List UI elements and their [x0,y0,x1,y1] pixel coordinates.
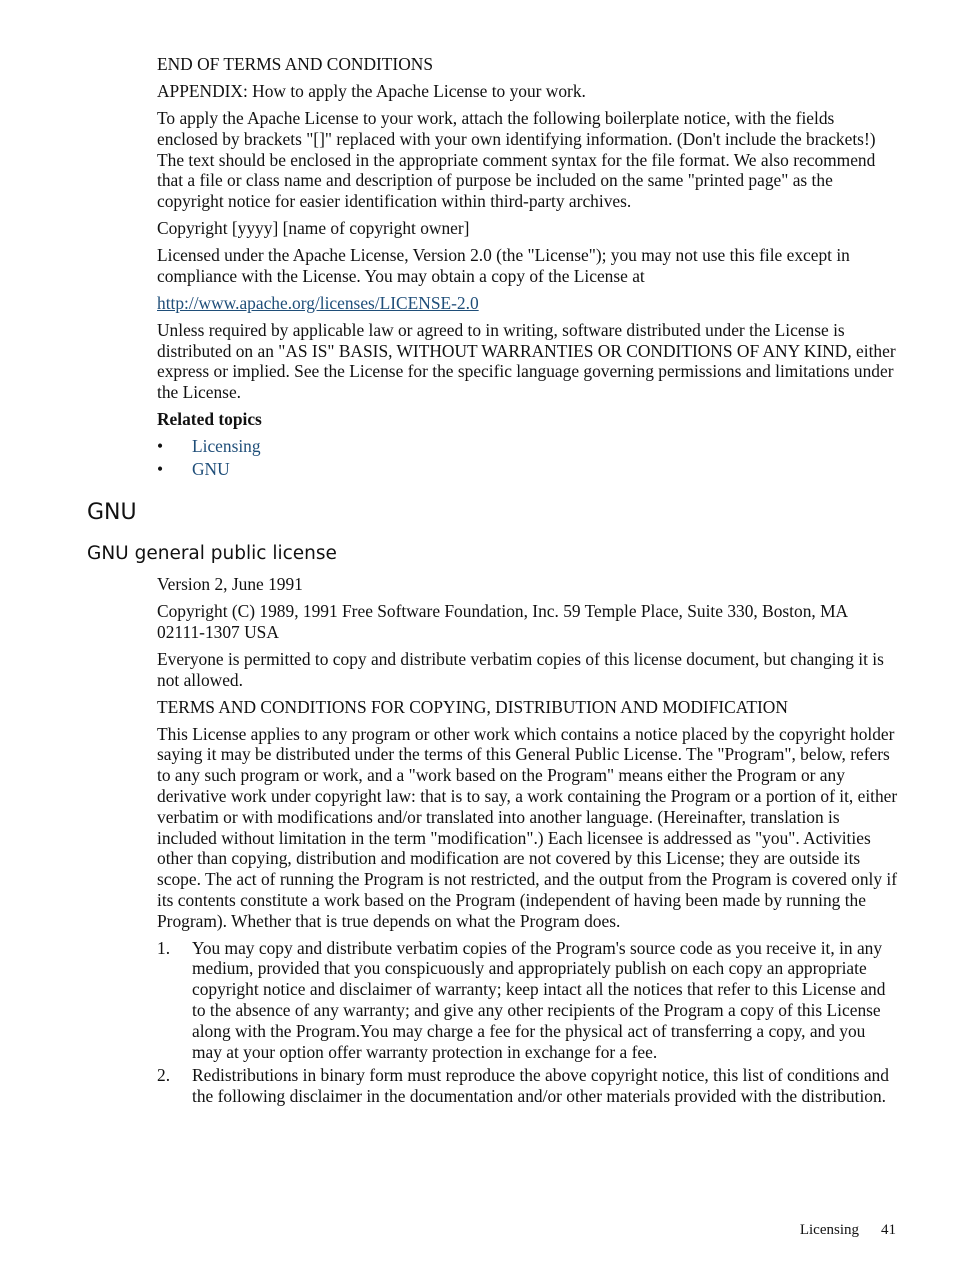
related-topics-list [157,436,899,480]
list-item-text: Redistributions in binary form must reproduce the above copyright notice, this list of conditions and the following disclaimer in the documentation and/or other materials provided with the distribution. [192,1065,889,1107]
copyright-template-line: Copyright [yyyy] [name of copyright owner] [157,218,470,239]
gnu-gpl-section [157,574,899,1110]
appendix-line: APPENDIX: How to apply the Apache License to your work. [157,80,586,101]
apply-paragraph: To apply the Apache License to your work, attach the following boilerplate notice, with the fields enclosed by brackets "[]" replaced with your own identifying information. (Don't include the brackets!) The text should be enclosed in the appropriate comment syntax for the file format. We also recommend that a file or class name and description of purpose be included on the same "printed page" as the copyright notice for easier identification within third-party archives. [157,107,876,212]
page-footer [800,1222,896,1239]
apache-appendix-section [157,54,899,482]
gpl-version-line: Version 2, June 1991 [157,574,303,594]
license-url-line [157,293,899,314]
list-number: 2. [157,1065,171,1086]
related-link-gnu[interactable]: GNU [192,459,230,480]
list-number: 1. [157,937,171,958]
page-number: 41 [881,1222,896,1238]
gpl-everyone-paragraph: Everyone is permitted to copy and distribute verbatim copies of this license document, but changing it is not allowed. [157,648,884,690]
bullet-glyph: • [157,459,164,480]
gnu-gpl-subheading: GNU general public license [87,543,337,564]
gpl-copyright-line: Copyright (C) 1989, 1991 Free Software Foundation, Inc. 59 Temple Place, Suite 330, Boston, MA 02111-1307 USA [157,600,848,642]
gpl-terms-heading: TERMS AND CONDITIONS FOR COPYING, DISTRIBUTION AND MODIFICATION [157,696,788,717]
bullet-glyph: • [157,436,164,457]
related-link-licensing[interactable]: Licensing [192,436,261,457]
licensed-under-paragraph: Licensed under the Apache License, Version 2.0 (the "License"); you may not use this file except in compliance with the License. You may obtain a copy of the License at [157,245,850,286]
list-item [157,938,899,1063]
related-topics-heading: Related topics [157,409,262,430]
list-item [157,1065,899,1107]
list-item [157,436,899,457]
gpl-applies-paragraph: This License applies to any program or other work which contains a notice placed by the copyright holder saying it may be distributed under the terms of this General Public License. The "Program", below, refers to any such program or work, and a "work based on the Program" means either the Program or any derivative work under copyright law: that is to say, a work containing the Program or a portion of it, either verbatim or with modifications and/or translated into another language. (Hereinafter, translation is included without limitation in the term "modification".) Each licensee is addressed as "you". Activities other than copying, distribution and modification are not covered by this License; they are outside its scope. The act of running the Program is not restricted, and the output from the Program is covered only if its contents constitute a work based on the Program (independent of having been made by running the Program). Whether that is true depends on what the Program does. [157,723,898,931]
unless-required-paragraph: Unless required by applicable law or agreed to in writing, software distributed under the License is distributed on an "AS IS" BASIS, WITHOUT WARRANTIES OR CONDITIONS OF ANY KIND, either express or implied. See the License for the specific language governing permissions and limitations under the License. [157,319,896,403]
list-item [157,459,899,480]
apache-license-link[interactable]: http://www.apache.org/licenses/LICENSE-2.0 [157,292,479,313]
list-item-text: You may copy and distribute verbatim copies of the Program's source code as you receive it, in any medium, provided that you conspicuously and appropriately publish on each copy an appropriate copyright notice and disclaimer of warranty; keep intact all the notices that refer to this License and to the absence of any warranty; and give any other recipients of the Program a copy of this License along with the Program.You may charge a fee for the physical act of transferring a copy, and you may at your option offer warranty protection in exchange for a fee. [192,937,886,1062]
footer-section-name: Licensing [799,1222,859,1238]
end-of-terms-line: END OF TERMS AND CONDITIONS [157,54,434,74]
gpl-terms-list [157,938,899,1107]
gnu-heading: GNU [87,500,137,525]
